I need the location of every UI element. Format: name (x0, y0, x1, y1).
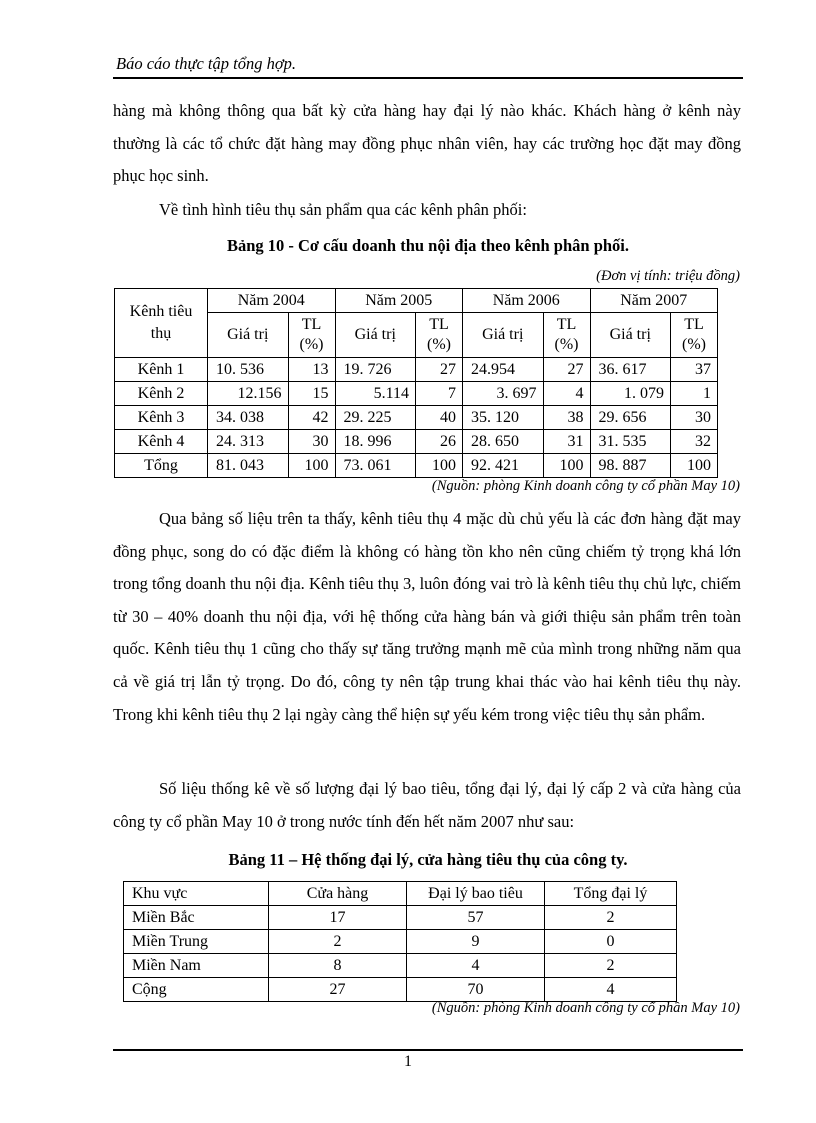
table-total-row (124, 978, 677, 1002)
cell: 18. 996 (335, 430, 416, 454)
cell: 2 (545, 906, 677, 930)
row-label: Cộng (124, 978, 269, 1002)
cell: 2 (545, 954, 677, 978)
paragraph-1: hàng mà không thông qua bất kỳ cửa hàng hay đại lý nào khác. Khách hàng ở kênh này thường là các tổ chức đặt hàng may đồng phục nhân viên, hay các trường học đặt may đồng phục học sinh. (113, 101, 741, 186)
cell: 5.114 (335, 382, 416, 406)
year-header: Năm 2006 (463, 289, 591, 313)
header-cell: Tổng đại lý (545, 882, 677, 906)
row-label: Kênh 4 (115, 430, 208, 454)
cell: 1. 079 (590, 382, 671, 406)
cell: 0 (545, 930, 677, 954)
cell: 30 (671, 406, 718, 430)
cell: 24.954 (463, 358, 544, 382)
table11-source: (Nguồn: phòng Kinh doanh công ty cổ phần May 10) (431, 1000, 740, 1016)
cell: 38 (543, 406, 590, 430)
table-row (124, 906, 677, 930)
agency-system-table (123, 881, 677, 1002)
cell: 1 (671, 382, 718, 406)
table10-caption: Bảng 10 - Cơ cấu doanh thu nội địa theo kênh phân phối. (226, 236, 630, 255)
header-cell: Cửa hàng (269, 882, 407, 906)
cell: 100 (416, 454, 463, 478)
page-header (113, 50, 743, 79)
cell: 70 (407, 978, 545, 1002)
value-header: Giá trị (590, 313, 671, 358)
cell: 13 (288, 358, 335, 382)
cell: 30 (288, 430, 335, 454)
table-total-row (115, 454, 718, 478)
channel-header: Kênh tiêu thụ (115, 289, 208, 358)
row-label: Tổng (115, 454, 208, 478)
cell: 35. 120 (463, 406, 544, 430)
value-header: Giá trị (335, 313, 416, 358)
year-header: Năm 2004 (208, 289, 336, 313)
cell: 32 (671, 430, 718, 454)
page-number: 1 (404, 1053, 412, 1070)
cell: 92. 421 (463, 454, 544, 478)
cell: 8 (269, 954, 407, 978)
cell: 34. 038 (208, 406, 289, 430)
cell: 42 (288, 406, 335, 430)
table-row (115, 430, 718, 454)
table-row (124, 954, 677, 978)
header-cell: Đại lý bao tiêu (407, 882, 545, 906)
cell: 27 (543, 358, 590, 382)
cell: 36. 617 (590, 358, 671, 382)
footer-rule (113, 1049, 743, 1051)
cell: 3. 697 (463, 382, 544, 406)
table11-caption: Bảng 11 – Hệ thống đại lý, cửa hàng tiêu thụ của công ty. (228, 850, 628, 869)
ratio-header: TL (%) (416, 313, 463, 358)
cell: 27 (416, 358, 463, 382)
row-label: Kênh 2 (115, 382, 208, 406)
cell: 17 (269, 906, 407, 930)
cell: 4 (545, 978, 677, 1002)
cell: 24. 313 (208, 430, 289, 454)
cell: 81. 043 (208, 454, 289, 478)
cell: 29. 225 (335, 406, 416, 430)
cell: 2 (269, 930, 407, 954)
cell: 100 (543, 454, 590, 478)
table-header-row (115, 289, 718, 313)
cell: 26 (416, 430, 463, 454)
cell: 98. 887 (590, 454, 671, 478)
value-header: Giá trị (463, 313, 544, 358)
paragraph-2: Về tình hình tiêu thụ sản phẩm qua các kênh phân phối: (159, 200, 527, 219)
paragraph-3: Qua bảng số liệu trên ta thấy, kênh tiêu thụ 4 mặc dù chủ yếu là các đơn hàng đặt may đồng phục, song do có đặc điểm là không có hàng tồn kho nên cũng chiếm tỷ trọng khá lớn trong tổng doanh thu nội địa. Kênh tiêu thụ 3, luôn đóng vai trò là kênh tiêu thụ chủ lực, chiếm từ 30 – 40% doanh thu nội địa, với hệ thống cửa hàng bán và giới thiệu sản phẩm trên toàn quốc. Kênh tiêu thụ 1 cũng cho thấy sự tăng trưởng mạnh mẽ của mình trong những năm qua cả về giá trị lẫn tỷ trọng. Do đó, công ty nên tập trung khai thác vào hai kênh tiêu thụ này. Trong khi kênh tiêu thụ 2 lại ngày càng thể hiện sự yếu kém trong việc tiêu thụ sản phẩm. (113, 509, 741, 724)
cell: 100 (288, 454, 335, 478)
cell: 4 (543, 382, 590, 406)
revenue-structure-table (114, 288, 718, 478)
ratio-header: TL (%) (671, 313, 718, 358)
cell: 100 (671, 454, 718, 478)
table-row (115, 358, 718, 382)
cell: 31 (543, 430, 590, 454)
table-row (115, 406, 718, 430)
cell: 73. 061 (335, 454, 416, 478)
header-title: Báo cáo thực tập tổng hợp. (116, 54, 297, 73)
cell: 29. 656 (590, 406, 671, 430)
table10-unit: (Đơn vị tính: triệu đồng) (596, 268, 740, 284)
table-header-row (124, 882, 677, 906)
table10-source: (Nguồn: phòng Kinh doanh công ty cổ phần May 10) (431, 478, 740, 494)
cell: 28. 650 (463, 430, 544, 454)
table-row (124, 930, 677, 954)
row-label: Miền Nam (124, 954, 269, 978)
table-row (115, 382, 718, 406)
header-cell: Khu vực (124, 882, 269, 906)
value-header: Giá trị (208, 313, 289, 358)
cell: 31. 535 (590, 430, 671, 454)
ratio-header: TL (%) (288, 313, 335, 358)
row-label: Miền Trung (124, 930, 269, 954)
cell: 7 (416, 382, 463, 406)
cell: 19. 726 (335, 358, 416, 382)
cell: 27 (269, 978, 407, 1002)
cell: 37 (671, 358, 718, 382)
cell: 12.156 (208, 382, 289, 406)
year-header: Năm 2005 (335, 289, 463, 313)
cell: 10. 536 (208, 358, 289, 382)
cell: 9 (407, 930, 545, 954)
ratio-header: TL (%) (543, 313, 590, 358)
year-header: Năm 2007 (590, 289, 718, 313)
row-label: Kênh 1 (115, 358, 208, 382)
row-label: Miền Bắc (124, 906, 269, 930)
row-label: Kênh 3 (115, 406, 208, 430)
cell: 15 (288, 382, 335, 406)
paragraph-4: Số liệu thống kê về số lượng đại lý bao tiêu, tổng đại lý, đại lý cấp 2 và cửa hàng của công ty cổ phần May 10 ở trong nước tính đến hết năm 2007 như sau: (113, 779, 741, 831)
cell: 40 (416, 406, 463, 430)
cell: 4 (407, 954, 545, 978)
cell: 57 (407, 906, 545, 930)
